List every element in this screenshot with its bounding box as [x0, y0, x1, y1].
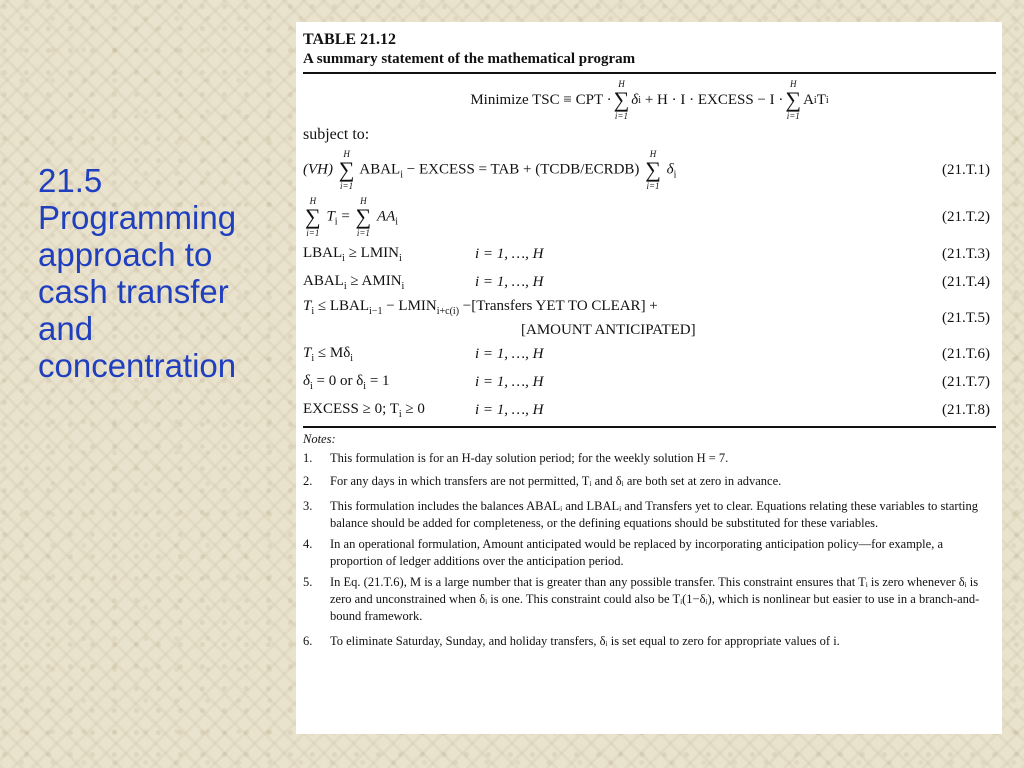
table-title: TABLE 21.12 [303, 31, 397, 48]
equation-number: (21.T.3) [941, 245, 990, 262]
title-line: 21.5 [38, 162, 103, 199]
equation-row: EXCESS ≥ 0; $T_i \ge 0$ i = 1, …, H (21.T.8) [303, 396, 996, 424]
note-item: 5. In Eq. (21.T.6), M is a large number that is greater than any possible transfer. This constraint ensures that Tᵢ is zero whenever δᵢ is zero and unconstrained when δᵢ is one. This constraint could also be Tᵢ(1−δᵢ), which is nonlinear but easier to use in a branch-and-bound framework. [303, 575, 980, 623]
sum-symbol: H ∑ i=1 [785, 79, 802, 121]
equation-row: (VH) H ∑ i=1 $ABAL_i$ − EXCESS = TAB + (TCDB/ECRDB) H ∑ i=1 $\delta_i$ (21.T.1) [303, 146, 996, 194]
notes-section [303, 431, 996, 650]
note-item: 1. This formulation is for an H-day solution period; for the weekly solution H = 7. [303, 451, 729, 465]
equation-row: H ∑ i=1 $T_i$ = H ∑ i=1 $AA_i$ (21.T.2) [303, 194, 996, 240]
title-line: concentration [38, 347, 237, 384]
subject-to-label: subject to: [303, 126, 370, 143]
note-item: 2. For any days in which transfers are not permitted, Tᵢ and δᵢ are both set at zero in advance. [303, 474, 782, 488]
table-subtitle: A summary statement of the mathematical program [303, 51, 636, 67]
equation-number: (21.T.5) [941, 309, 990, 326]
divider [303, 426, 996, 428]
equation-row: $\delta_i = 0$ or $\delta_i = 1$ i = 1, …, H (21.T.7) [303, 368, 996, 396]
title-line: and [38, 310, 94, 347]
equation-number: (21.T.2) [941, 208, 990, 225]
notes-heading: Notes: [303, 432, 336, 446]
title-line: approach to [38, 236, 213, 273]
equation-number: (21.T.7) [941, 373, 990, 390]
table-panel [296, 22, 1002, 734]
equation-row: $T_i$ ≤ $LBAL_{i-1}$ − $LMIN_{i+c(i)}$ −[Transfers YET TO CLEAR] + [AMOUNT ANTICIPATED] (21.T.5) [303, 296, 996, 340]
title-line: Programming [38, 199, 237, 236]
slide-title [38, 162, 288, 384]
equation-number: (21.T.4) [941, 273, 990, 290]
title-line: cash transfer [38, 273, 229, 310]
equation-number: (21.T.1) [941, 161, 990, 178]
equation-row: $LBAL_i$ ≥ $LMIN_i$ i = 1, …, H (21.T.3) [303, 240, 996, 268]
equation-row: $ABAL_i$ ≥ $AMIN_i$ i = 1, …, H (21.T.4) [303, 268, 996, 296]
note-item: 6. To eliminate Saturday, Sunday, and holiday transfers, δᵢ is set equal to zero for appropriate values of i. [303, 634, 840, 648]
note-item: 3. This formulation includes the balances ABALᵢ and LBALᵢ and Transfers yet to clear. Equations relating these variables to starting balance should be added for completeness, or the defining equations should be substituted for these variables. [303, 499, 979, 530]
equation-number: (21.T.6) [941, 345, 990, 362]
note-item: 4. In an operational formulation, Amount anticipated would be replaced by incorporating anticipation policy—for example, a proportion of ledger additions over the anticipation period. [303, 537, 944, 568]
equation-number: (21.T.8) [941, 401, 990, 418]
equation-row: $T_i \le M\delta_i$ i = 1, …, H (21.T.6) [303, 340, 996, 368]
objective-function: Minimize TSC ≡ CPT · H ∑ i=1 δ i + H · I · EXCESS − I · H ∑ i=1 A i T i [470, 79, 829, 121]
sum-symbol: H ∑ i=1 [613, 79, 630, 121]
